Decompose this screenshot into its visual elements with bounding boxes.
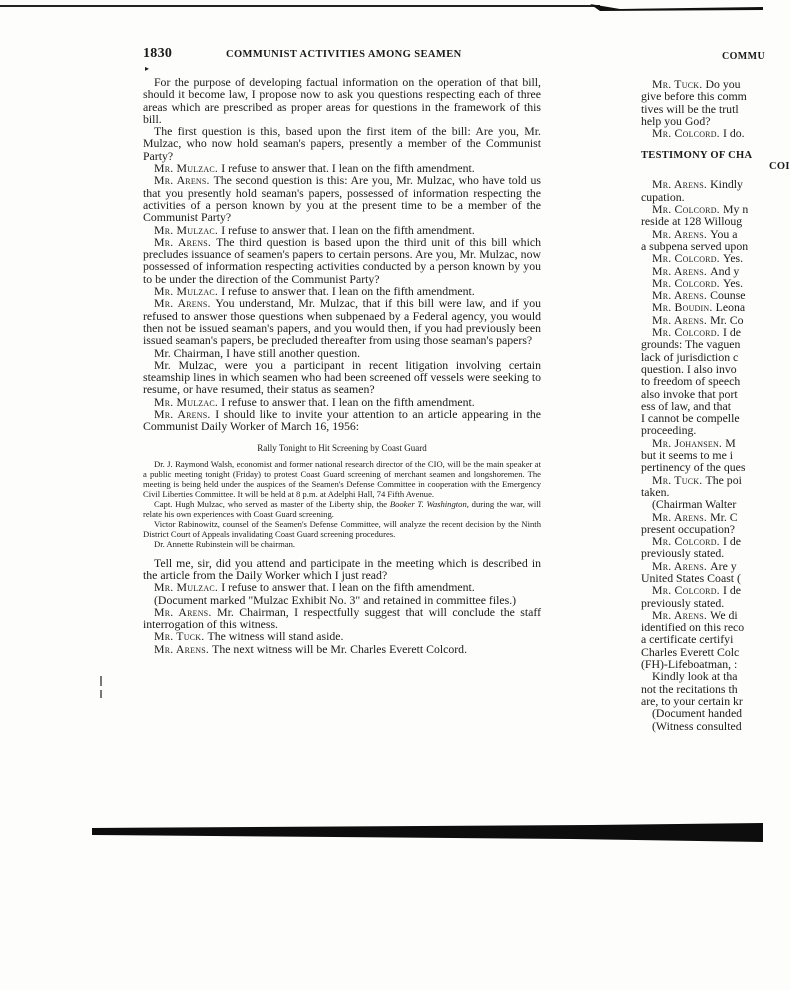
testimony-paragraph [143,359,541,396]
paragraph-text: My n [722,202,749,217]
paragraph-text: You a [710,226,738,241]
paragraph-text: Are y [710,558,737,573]
speaker-name: Mr. Arens. [652,226,711,241]
paragraph-text: (Document handed [652,706,743,721]
page-number: 1830 [143,46,173,61]
testimony-paragraph [143,174,541,223]
speaker-name: Mr. Colcord. [652,251,723,266]
right-page-line [641,720,763,732]
paragraph-text: proceeding. [641,423,697,438]
right-lines-after [641,178,763,731]
article-paragraph: Victor Rabinowitz, counsel of the Seamen's Defense Committee, will analyze the recent decision by the Ninth District Court of Appeals invalidating Coast Guard screening procedures. [143,518,541,539]
article-body [143,459,541,549]
article-paragraph: Capt. Hugh Mulzac, who served as master of the Liberty ship, the Booker T. Washington, during the war, will relate his own experiences with Coast Guard screening. [143,498,541,519]
paragraph-text: I refuse to answer that. I lean on the fifth amendment. [221,284,475,299]
testimony-paragraph [143,297,541,346]
testimony-paragraph [143,643,541,655]
paragraph-text: I de [722,325,741,340]
speaker-name: Mr. Colcord. [652,275,723,290]
left-page [143,46,541,655]
paragraph-text: (Witness consulted [652,718,742,733]
speaker-name: Mr. Arens. [652,288,711,303]
speaker-name: Mr. Tuck. [154,629,208,644]
speaker-name: Mr. Mulzac. [154,394,222,409]
testimony-paragraph [143,236,541,285]
paragraph-text: Mr. Chairman, I have still another question. [154,345,361,360]
right-page-body: Mr. Tuck. Do you give before this comm tives will be the trutl help you God? Mr. Colcord. I do. TESTIMONY OF CHA COI Mr. Arens. Kindly cupation. Mr. Colcord. My n reside at 128 Willoug Mr. Arens. You a a subpena served upon Mr. Colcord. Yes. Mr. Arens. And y Mr. Colcord. Yes. Mr. Arens. Counse Mr. Boudin. Leona Mr. Arens. Mr. Co Mr. Colcord. I de grounds: The vaguen lack of jurisdiction c question. I also invo to freedom of speech also invoke that port ess of law, and that I cannot be compelle proceeding. Mr. Johansen. M but it seems to me i pertinency of the ques Mr. Tuck. The poi taken. (Chairman Walter Mr. Arens. Mr. C present occupation? Mr. Colcord. I de previously stated. Mr. Arens. Are y United States Coast ( Mr. Colcord. I de previously stated. Mr. Arens. We di identified on this reco a certificate certifyi Charles Everett Colc (FH)-Lifeboatman, : Kindly look at tha not the recitations th are, to your certain kr (Document handed (Witness consulted [641,77,790,733]
testimony-paragraph [143,606,541,631]
paragraph-text: Mr. Chairman, I respectfully suggest that will conclude the staff interrogation of this witness. [143,604,542,632]
testimony-paragraph [143,76,541,125]
paragraph-text: I do. [722,126,745,141]
paragraph-text: identified on this reco [641,620,745,635]
testimony-before-article [143,76,541,433]
right-page-line [641,127,763,139]
paragraph-text: Leona [715,300,746,315]
paragraph-text: also invoke that port [641,386,738,401]
speaker-name: Mr. Tuck. [652,472,706,487]
paragraph-text: And y [710,263,740,278]
speaker-name: Mr. Arens. [652,177,711,192]
paragraph-text: lack of jurisdiction c [641,349,739,364]
paragraph-text: previously stated. [641,546,725,561]
paragraph-text: I refuse to answer that. I lean on the fifth amendment. [221,394,475,409]
paragraph-text: Yes. [722,275,744,290]
paragraph-text: Mr. Mulzac, were you a participant in recent litigation involving certain steamship lines in which seamen who had been screened off vessels were seeking to resume, or have resumed, their status as seamen? [143,357,541,397]
paragraph-text: The witness will stand aside. [207,629,344,644]
speaker-name: Mr. Arens. [154,234,217,249]
paragraph-text: tives will be the trutl [641,101,739,116]
speaker-name: Mr. Arens. [652,607,711,622]
speaker-name: Mr. Arens. [652,558,711,573]
paragraph-text: (Chairman Walter [652,497,737,512]
paragraph-text: present occupation? [641,521,736,536]
paragraph-text: to freedom of speech [641,374,741,389]
page-body [143,76,541,655]
paragraph-text: not the recitations th [641,681,738,696]
paragraph-text: United States Coast ( [641,570,741,585]
paragraph-text: previously stated. [641,595,725,610]
margin-tick: ▸ [145,64,150,73]
paragraph-text: The second question is this: Are you, Mr. Mulzac, who have told us that you presently hold seaman's papers, possessed of information respecting the activities of a person known by you at the present time to be a member of the Communist Party? [143,173,541,225]
speaker-name: Mr. Mulzac. [154,222,222,237]
paragraph-text: pertinency of the ques [641,460,746,475]
testimony-after-article [143,557,541,655]
page-header [143,46,541,73]
speaker-name: Mr. Colcord. [652,534,723,549]
speaker-name: Mr. Arens. [652,263,711,278]
paragraph-text: We di [710,607,738,622]
margin-mark [100,690,102,698]
paragraph-text: but it seems to me i [641,448,734,463]
running-head: COMMUNIST ACTIVITIES AMONG SEAMEN [226,49,462,60]
article-paragraph: Dr. Annette Rubinstein will be chairman. [154,538,296,549]
paragraph-text: (FH)-Lifeboatman, : [641,657,738,672]
right-page-fragment [641,46,790,733]
speaker-name: Mr. Mulzac. [154,580,222,595]
speaker-name: Mr. Colcord. [652,583,723,598]
paragraph-text: question. I also invo [641,361,737,376]
paragraph-text: The poi [705,472,742,487]
speaker-name: Mr. Boudin. [652,300,716,315]
paragraph-text: I de [722,534,741,549]
speaker-name: Mr. Arens. [154,407,216,422]
article-title: Rally Tonight to Hit Screening by Coast Guard [257,442,427,453]
paragraph-text: The third question is based upon the third unit of this bill which precludes issuance of seamen's papers to certain persons. Are you, Mr. Mulzac, now possessed of information respecting activities conducted by a person known by you to be under the direction of the Communist Party? [143,234,541,286]
paragraph-text: give before this comm [641,89,747,104]
paragraph-text: help you God? [641,113,711,128]
speaker-name: Mr. Arens. [652,509,711,524]
paragraph-text: I cannot be compelle [641,411,740,426]
speaker-name: Mr. Mulzac. [154,161,222,176]
right-page-header [641,46,766,64]
paragraph-text: Kindly [710,177,743,192]
speaker-name: Mr. Arens. [154,641,213,656]
paragraph-text: The first question is this, based upon the first item of the bill: Are you, Mr. Mulzac, who now hold seaman's papers, presently a member of the Communist Party? [143,124,541,163]
speaker-name: Mr. Arens. [154,173,214,188]
speaker-name: Mr. Colcord. [652,325,723,340]
paragraph-text: Charles Everett Colc [641,644,740,659]
speaker-name: Mr. Arens. [154,604,218,619]
paragraph-text: ess of law, and that [641,398,731,413]
speaker-name: Mr. Colcord. [652,126,723,141]
paragraph-text: Tell me, sir, did you attend and participate in the meeting which is described in the article from the Daily Worker which I just read? [143,555,541,582]
paragraph-text: I should like to invite your attention to an article appearing in the Communist Daily Worker of March 16, 1956: [143,407,542,434]
paragraph-text: are, to your certain kr [641,693,743,708]
right-lines-before [641,78,763,139]
paragraph-text: I de [722,583,741,598]
paragraph-text: Mr. Co [710,312,744,327]
testimony-heading: TESTIMONY OF CHA [641,150,753,162]
paragraph-text: I refuse to answer that. I lean on the fifth amendment. [221,161,475,176]
speaker-name: Mr. Arens. [154,296,216,311]
testimony-paragraph [143,408,541,433]
right-running-head: COMMU [722,51,766,62]
testimony-paragraph [143,557,541,582]
scan-edge-band [92,822,763,844]
top-border-rule [0,3,763,12]
paragraph-text: Do you [705,77,741,91]
paragraph-text: taken. [641,484,670,499]
paragraph-text: I refuse to answer that. I lean on the fifth amendment. [221,222,475,237]
margin-mark [100,676,102,686]
paragraph-text: a subpena served upon [641,238,749,253]
speaker-name: Mr. Tuck. [652,77,706,91]
paragraph-text: (Document marked "Mulzac Exhibit No. 3" and retained in committee files.) [154,592,517,607]
speaker-name: Mr. Arens. [652,312,711,327]
paragraph-text: Mr. C [710,509,738,524]
paragraph-text: grounds: The vaguen [641,337,741,352]
speaker-name: Mr. Johansen. [652,435,726,450]
paragraph-text: You understand, Mr. Mulzac, that if this bill were law, and if you refused to answer those questions when subpenaed by a Federal agency, you would then not be issued seaman's papers, and you would then, if you had previously been issued seaman's papers, be precluded thereafter from using those seaman's papers? [143,296,542,348]
paragraph-text: Counse [710,288,746,303]
paragraph-text: Yes. [722,251,744,266]
paragraph-text: For the purpose of developing factual information on the operation of that bill, should it become law, I propose now to ask you questions respecting each of three areas which are prescribed as proper areas for questions in the framework of this bill. [143,75,541,126]
paragraph-text: reside at 128 Willoug [641,214,743,229]
speaker-name: Mr. Colcord. [652,202,723,217]
paragraph-text: I refuse to answer that. I lean on the fifth amendment. [221,580,475,595]
paragraph-text: M [725,435,736,450]
paragraph-text: a certificate certifyi [641,632,734,647]
ship-name: Booker T. Washington [389,498,467,509]
article-paragraph: Dr. J. Raymond Walsh, economist and former national research director of the CIO, will be the main speaker at a public meeting tonight (Friday) to protest Coast Guard screening of merchant seamen and longshoremen. The meeting is being held under the auspices of the Seamen's Defense Committee in cooperation with the Emergency Civil Liberties Committee. It will be held at 8 p.m. at Adelphi Hall, 74 Fifth Avenue. [143,458,541,499]
paragraph-text: cupation. [641,189,685,204]
speaker-name: Mr. Mulzac. [154,284,222,299]
paragraph-text: Kindly look at tha [652,669,738,684]
testimony-paragraph [143,125,541,162]
paragraph-text: The next witness will be Mr. Charles Everett Colcord. [212,641,468,656]
